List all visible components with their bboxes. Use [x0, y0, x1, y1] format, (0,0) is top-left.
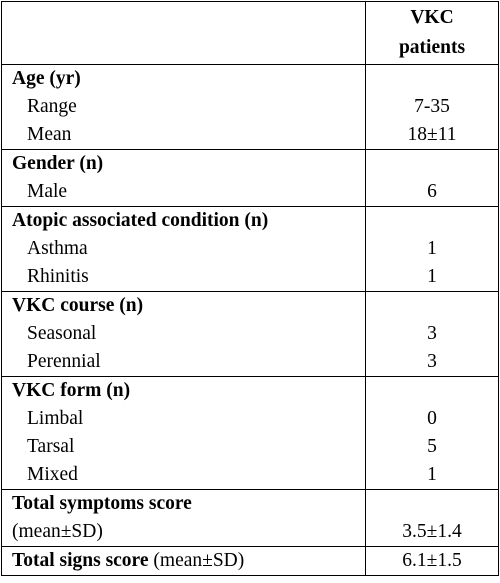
course-perennial-label: Perennial	[27, 351, 101, 372]
signs-title: Total signs score	[12, 550, 149, 571]
form-tarsal-value: 5	[427, 436, 437, 457]
form-limbal-label: Limbal	[27, 408, 84, 429]
signs-label-cell	[2, 547, 366, 576]
form-title: VKC form (n)	[12, 380, 131, 401]
symptoms-row	[2, 490, 499, 547]
form-tarsal-label: Tarsal	[27, 436, 75, 457]
header-line-2: patients	[398, 37, 466, 58]
symptoms-label-cell	[2, 490, 366, 547]
gender-value-cell	[366, 150, 499, 207]
atopic-asthma-label: Asthma	[27, 238, 88, 259]
age-title: Age (yr)	[12, 68, 81, 89]
header-line-1: VKC	[410, 7, 454, 28]
age-mean-label: Mean	[27, 124, 72, 145]
signs-row	[2, 547, 499, 576]
gender-row	[2, 150, 499, 207]
age-label-cell	[2, 65, 366, 150]
course-perennial-value: 3	[427, 351, 437, 372]
atopic-value-cell	[366, 207, 499, 292]
gender-label-cell	[2, 150, 366, 207]
course-title: VKC course (n)	[12, 295, 144, 316]
atopic-rhinitis-label: Rhinitis	[27, 266, 89, 287]
signs-value: 6.1±1.5	[402, 550, 462, 571]
atopic-title: Atopic associated condition (n)	[12, 210, 269, 231]
age-range-value: 7-35	[414, 96, 450, 117]
symptoms-sub: (mean±SD)	[12, 521, 103, 542]
course-row	[2, 292, 499, 377]
course-seasonal-value: 3	[427, 323, 437, 344]
atopic-row	[2, 207, 499, 292]
patient-characteristics-table	[1, 1, 499, 576]
form-row	[2, 377, 499, 490]
form-label-cell	[2, 377, 366, 490]
signs-value-cell	[366, 547, 499, 576]
gender-title: Gender (n)	[12, 153, 104, 174]
signs-sub: (mean±SD)	[148, 550, 245, 571]
gender-male-value: 6	[427, 181, 437, 202]
course-seasonal-label: Seasonal	[27, 323, 97, 344]
age-mean-value: 18±11	[407, 124, 457, 145]
age-range-label: Range	[27, 96, 77, 117]
header-vkc-patients	[366, 2, 499, 65]
form-mixed-value: 1	[427, 464, 437, 485]
header-row	[2, 2, 499, 65]
atopic-rhinitis-value: 1	[427, 266, 437, 287]
age-value-cell	[366, 65, 499, 150]
age-row	[2, 65, 499, 150]
form-limbal-value: 0	[427, 408, 437, 429]
header-empty-cell	[2, 2, 366, 65]
gender-male-label: Male	[27, 181, 68, 202]
course-label-cell	[2, 292, 366, 377]
signs-label-line	[12, 547, 365, 575]
form-value-cell	[366, 377, 499, 490]
symptoms-value: 3.5±1.4	[402, 521, 462, 542]
form-mixed-label: Mixed	[27, 464, 78, 485]
symptoms-title: Total symptoms score	[12, 493, 192, 514]
course-value-cell	[366, 292, 499, 377]
atopic-asthma-value: 1	[427, 238, 437, 259]
symptoms-value-cell	[366, 490, 499, 547]
atopic-label-cell	[2, 207, 366, 292]
